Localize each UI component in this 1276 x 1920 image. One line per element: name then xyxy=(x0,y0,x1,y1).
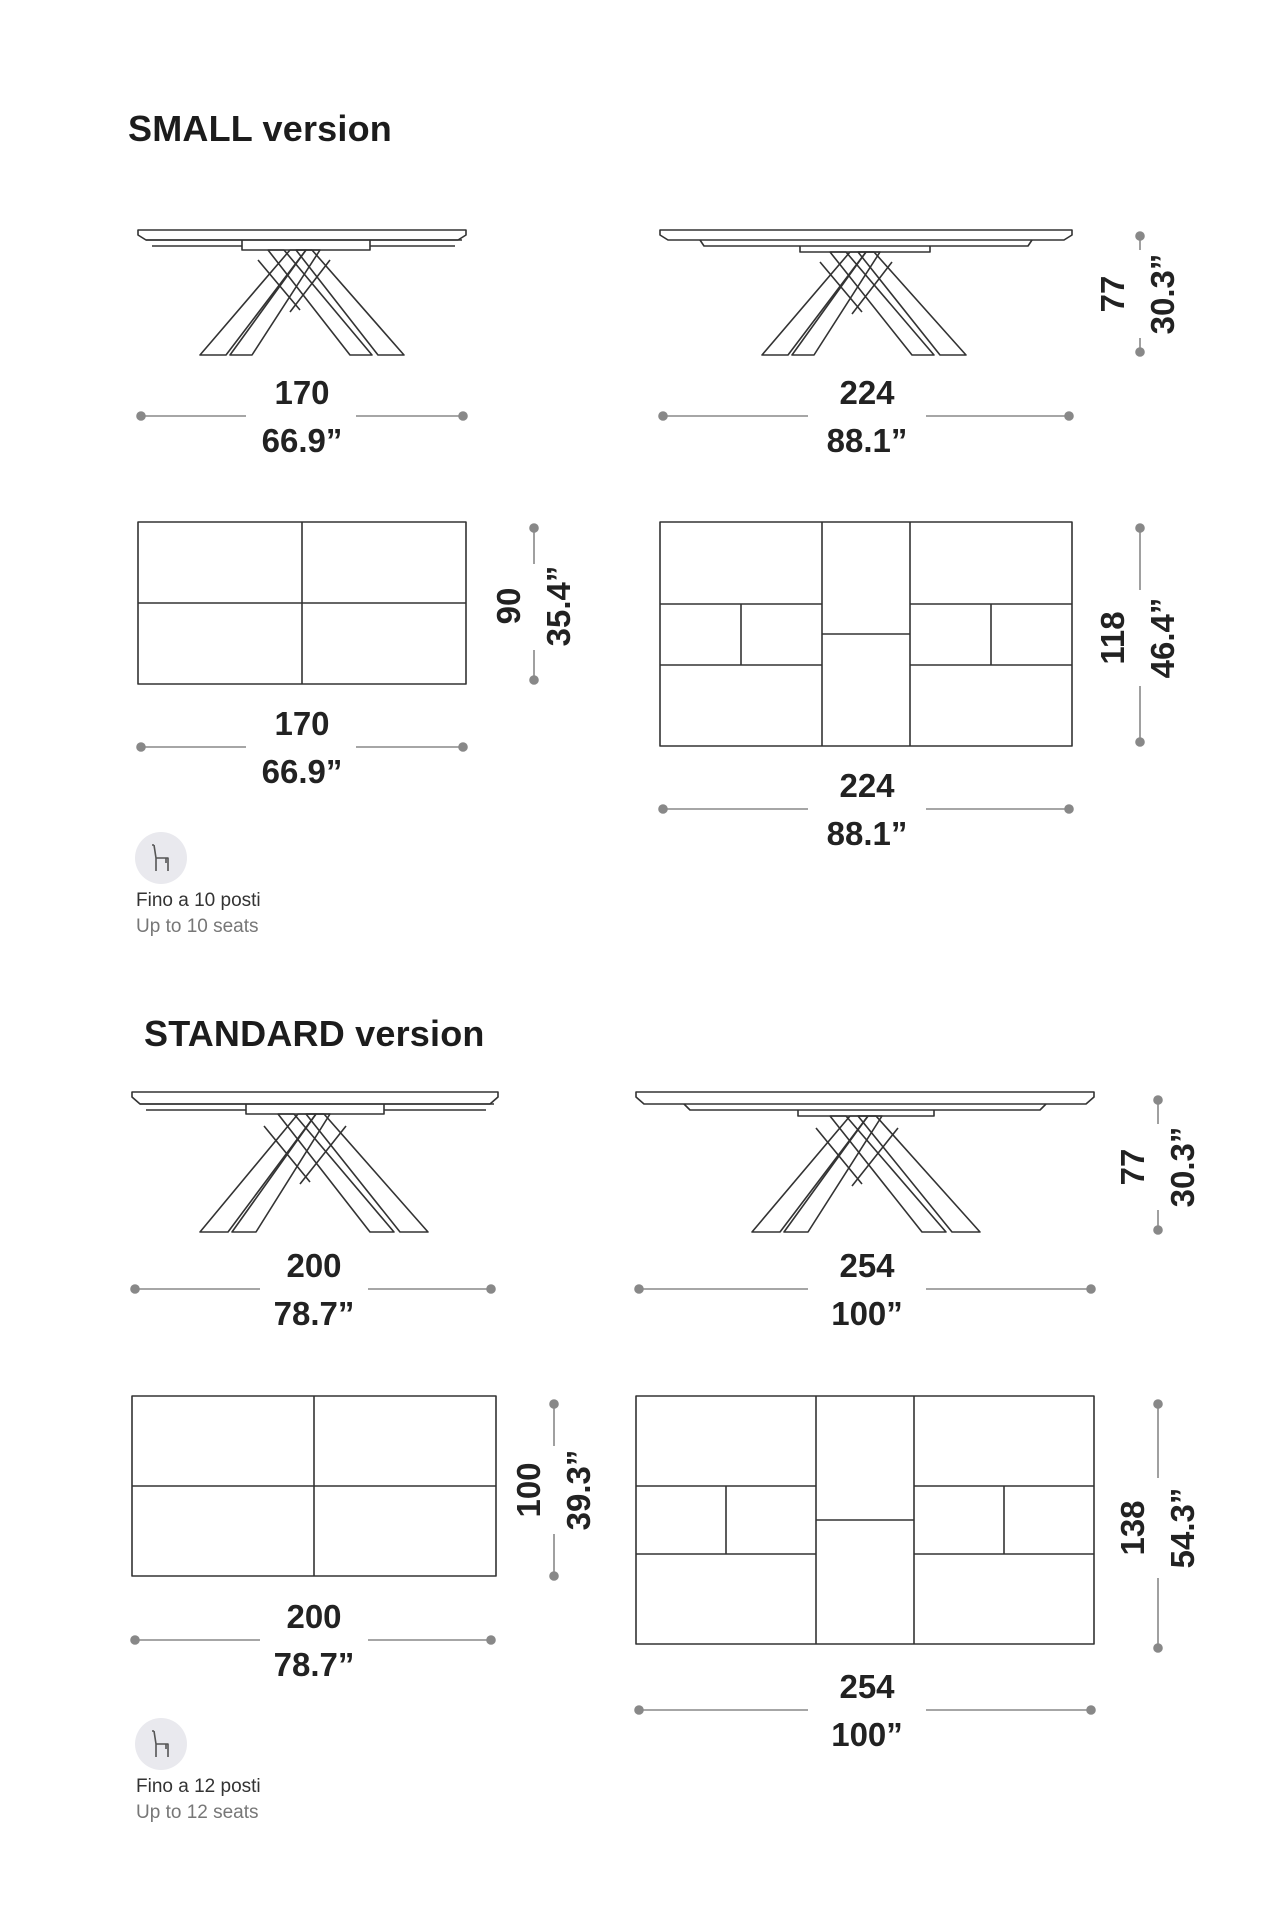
dim-line-small-top-closed-depth xyxy=(530,524,538,684)
small-top-open-depth-in: 46.4” xyxy=(1144,597,1181,679)
standard-seats-italian: Fino a 12 posti xyxy=(136,1776,261,1797)
small-seats-italian: Fino a 10 posti xyxy=(136,890,261,911)
chair-icon xyxy=(135,1718,187,1770)
standard-side-view-open xyxy=(636,1092,1094,1232)
standard-side-open-in: 100” xyxy=(831,1295,903,1332)
standard-side-view-closed xyxy=(132,1092,498,1232)
standard-height-cm: 77 xyxy=(1114,1148,1151,1186)
dim-line-small-top-open-depth xyxy=(1136,524,1144,746)
small-height-in: 30.3” xyxy=(1144,253,1181,335)
standard-top-closed-depth-cm: 100 xyxy=(510,1462,547,1518)
standard-seats-english: Up to 12 seats xyxy=(136,1802,259,1823)
dim-line-standard-height xyxy=(1154,1096,1162,1234)
dim-line-standard-top-open-length xyxy=(635,1706,1095,1714)
dim-line-small-side-closed xyxy=(137,412,467,420)
small-top-closed-depth-cm: 90 xyxy=(490,587,527,625)
standard-top-closed-depth-in: 39.3” xyxy=(560,1449,597,1531)
small-top-open-length-in: 88.1” xyxy=(826,815,908,852)
small-seats-english: Up to 10 seats xyxy=(136,916,259,937)
standard-top-view-closed xyxy=(132,1396,496,1576)
standard-top-open-depth-cm: 138 xyxy=(1114,1500,1151,1556)
small-side-view-open xyxy=(660,230,1072,355)
dim-line-small-top-open-length xyxy=(659,805,1073,813)
small-height-cm: 77 xyxy=(1094,275,1131,313)
small-side-view-closed xyxy=(138,230,466,355)
small-top-view-closed xyxy=(138,522,466,684)
small-side-open-in: 88.1” xyxy=(826,422,908,459)
small-side-closed-cm: 170 xyxy=(274,374,330,411)
small-side-open-cm: 224 xyxy=(839,374,895,411)
dim-line-standard-side-open xyxy=(635,1285,1095,1293)
small-side-closed-in: 66.9” xyxy=(261,422,343,459)
standard-top-open-length-in: 100” xyxy=(831,1716,903,1753)
standard-version-title: STANDARD version xyxy=(144,1013,485,1054)
standard-side-open-cm: 254 xyxy=(839,1247,895,1284)
small-top-closed-depth-in: 35.4” xyxy=(540,565,577,647)
standard-height-in: 30.3” xyxy=(1164,1126,1201,1208)
small-top-closed-length-in: 66.9” xyxy=(261,753,343,790)
dim-line-small-height xyxy=(1136,232,1144,356)
standard-side-closed-cm: 200 xyxy=(286,1247,342,1284)
dim-line-small-top-closed-length xyxy=(137,743,467,751)
dim-line-standard-top-closed-depth xyxy=(550,1400,558,1580)
standard-top-open-length-cm: 254 xyxy=(839,1668,895,1705)
standard-side-closed-in: 78.7” xyxy=(273,1295,355,1332)
small-version-title: SMALL version xyxy=(128,108,392,149)
chair-icon xyxy=(135,832,187,884)
small-top-view-open xyxy=(660,522,1072,746)
small-top-open-depth-cm: 118 xyxy=(1094,611,1131,665)
dim-line-standard-side-closed xyxy=(131,1285,495,1293)
standard-top-open-depth-in: 54.3” xyxy=(1164,1487,1201,1569)
dim-line-standard-top-open-depth xyxy=(1154,1400,1162,1652)
standard-top-closed-length-cm: 200 xyxy=(286,1598,342,1635)
standard-top-closed-length-in: 78.7” xyxy=(273,1646,355,1683)
dim-line-small-side-open xyxy=(659,412,1073,420)
dim-line-standard-top-closed-length xyxy=(131,1636,495,1644)
small-top-closed-length-cm: 170 xyxy=(274,705,330,742)
standard-top-view-open xyxy=(636,1396,1094,1644)
small-top-open-length-cm: 224 xyxy=(839,767,895,804)
